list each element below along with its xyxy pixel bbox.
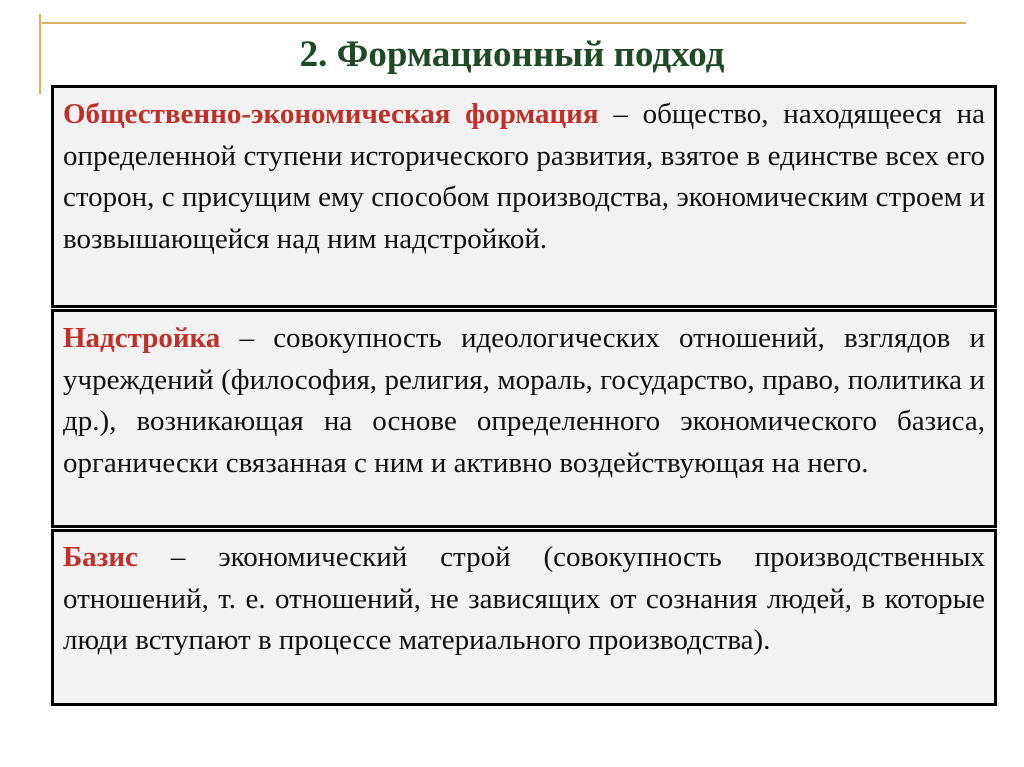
definition-box-basis: [51, 529, 997, 706]
definition-text-basis: – экономический строй (совокупность производственных отношений, т. е. отношений, не зависящих от сознания людей, в которые люди вступают в процессе материального производства).: [63, 541, 985, 656]
term-formation: Общественно-экономическая формация: [63, 98, 599, 130]
definition-box-superstructure: [51, 309, 997, 528]
term-superstructure: Надстройка: [63, 322, 221, 354]
definition-text-superstructure: – совокупность идеологических отношений, взглядов и учреждений (философия, религия, мораль, государство, право, политика и др.), возникающая на основе определенного экономического базиса, органически связанная с ним и активно воздействующая на него.: [63, 322, 985, 479]
term-basis: Базис: [63, 541, 138, 573]
definition-text-formation: – общество, находящееся на определенной ступени исторического развития, взятое в единстве всех его сторон, с присущим ему способом производства, экономическим строем и возвышающейся над ним надстройкой.: [63, 98, 985, 255]
slide-title: 2. Формационный подход: [299, 34, 725, 75]
definition-box-formation: [51, 85, 997, 308]
decorative-top-line: [42, 22, 966, 24]
